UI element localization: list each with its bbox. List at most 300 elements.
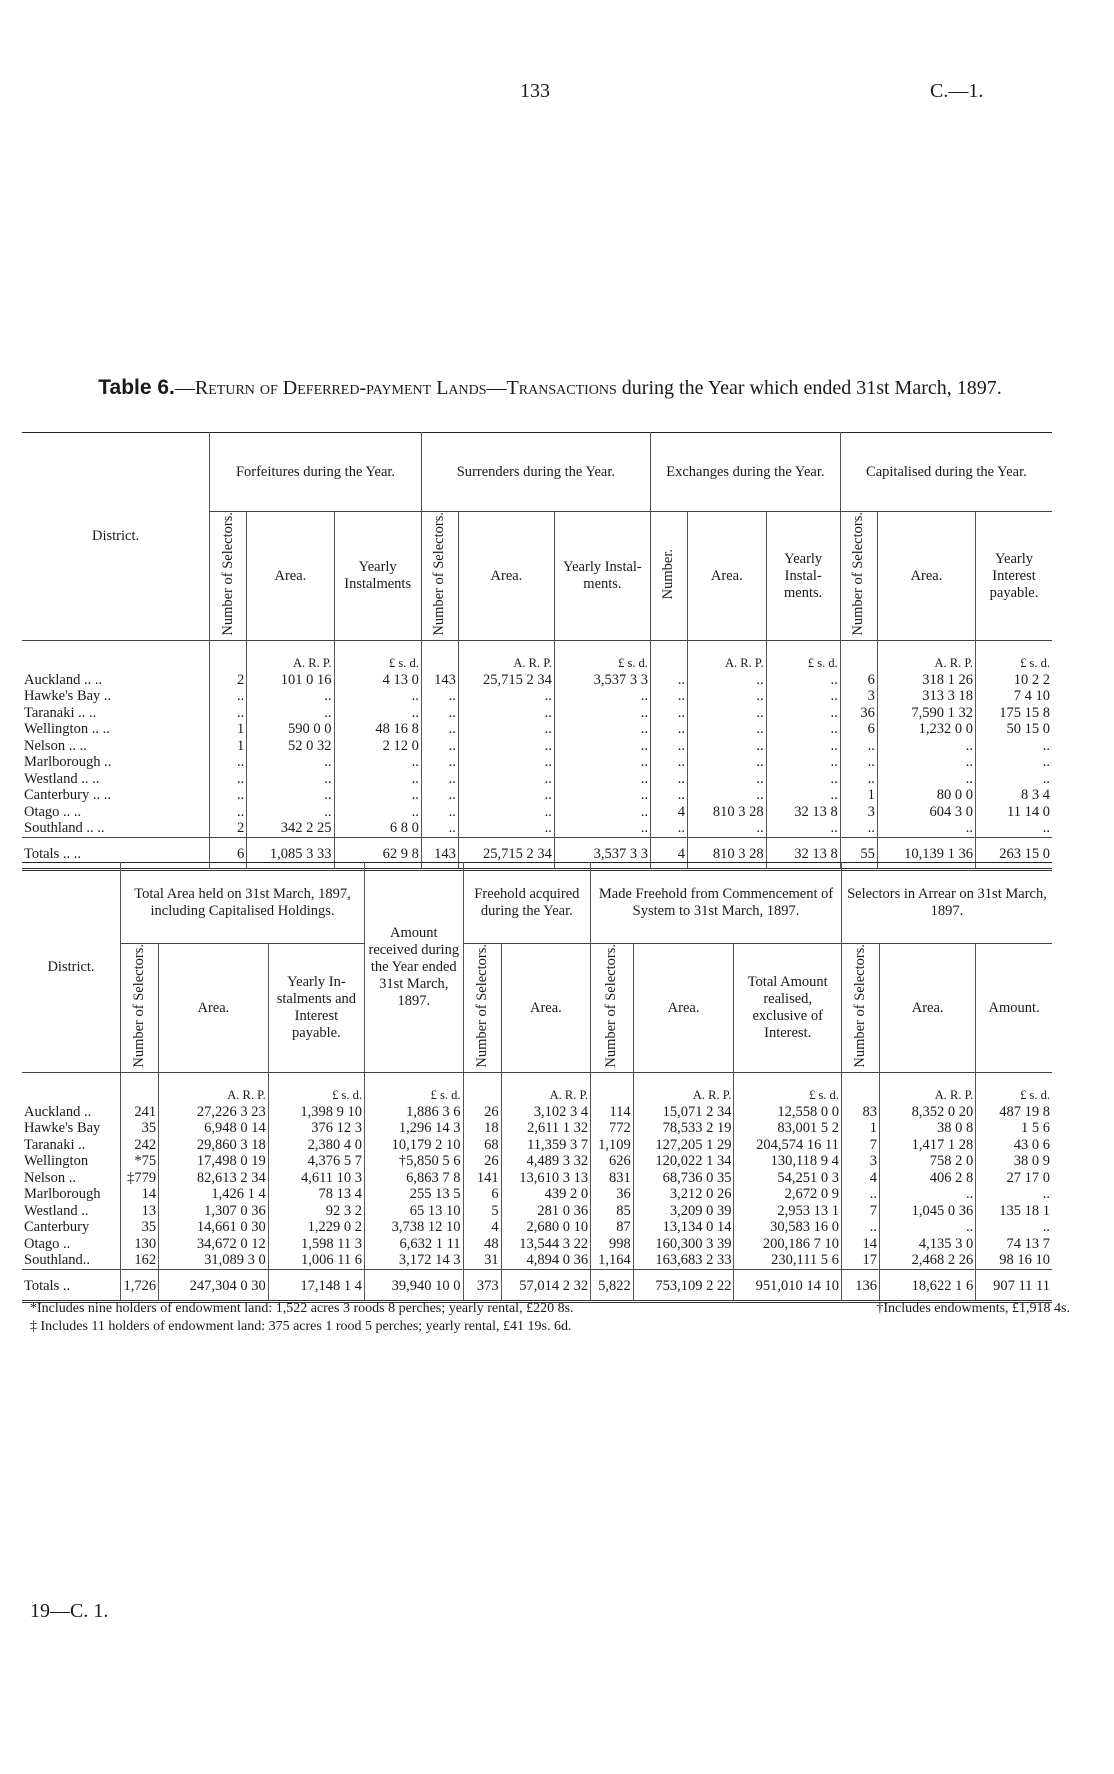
table-cell: 48 16 8 bbox=[334, 721, 421, 738]
table-cell: .. bbox=[458, 738, 554, 755]
district-cell: Otago .. .. bbox=[22, 804, 210, 821]
table-row bbox=[22, 771, 1052, 788]
table-cell: *75 bbox=[121, 1153, 159, 1170]
table-cell: 85 bbox=[591, 1203, 634, 1220]
table-cell: .. bbox=[1042, 1219, 1050, 1236]
table-cell: .. bbox=[334, 754, 421, 771]
table-cell: 35 bbox=[121, 1219, 159, 1236]
table-cell: ‡779 bbox=[121, 1170, 159, 1187]
table-title bbox=[40, 375, 1060, 401]
table-cell: .. bbox=[458, 721, 554, 738]
district-cell: Southland.. bbox=[22, 1252, 121, 1269]
table-cell: 27,226 3 23 bbox=[159, 1104, 269, 1121]
table-cell: 241 bbox=[121, 1104, 159, 1121]
district-cell: Southland .. .. bbox=[22, 820, 210, 837]
table-cell: 3 bbox=[840, 804, 877, 821]
table-cell: .. bbox=[688, 787, 767, 804]
table-cell: 80 0 0 bbox=[877, 787, 975, 804]
district-cell: Hawke's Bay bbox=[22, 1120, 121, 1137]
table-cell: 1,417 1 28 bbox=[880, 1137, 976, 1154]
table-cell: 160,300 3 39 bbox=[633, 1236, 734, 1253]
table-row bbox=[22, 1137, 1052, 1154]
unit-money: £ s. d. bbox=[554, 641, 650, 672]
table-row bbox=[22, 672, 1052, 689]
table-cell: 2 12 0 bbox=[334, 738, 421, 755]
table-cell: 281 0 36 bbox=[501, 1203, 591, 1220]
table-cell: 82,613 2 34 bbox=[159, 1170, 269, 1187]
table-cell: 373 bbox=[463, 1269, 501, 1302]
table-cell: 7 bbox=[841, 1203, 879, 1220]
unit-money: £ s. d. bbox=[766, 641, 840, 672]
table-cell: 318 1 26 bbox=[877, 672, 975, 689]
table-cell: 758 2 0 bbox=[880, 1153, 976, 1170]
table-cell: 907 11 11 bbox=[993, 1277, 1050, 1294]
table-cell: 7 4 10 bbox=[1013, 688, 1050, 705]
table-cell: 29,860 3 18 bbox=[159, 1137, 269, 1154]
table-cell: 74 13 7 bbox=[1006, 1235, 1050, 1252]
table-cell: 1,164 bbox=[591, 1252, 634, 1269]
table-cell: .. bbox=[554, 738, 650, 755]
district-cell: Auckland .. .. bbox=[22, 672, 210, 689]
district-cell: Westland .. .. bbox=[22, 771, 210, 788]
district-cell: Wellington .. .. bbox=[22, 721, 210, 738]
table-cell: 3,537 3 3 bbox=[554, 672, 650, 689]
table-row bbox=[22, 1252, 1052, 1269]
unit-area: A. R. P. bbox=[880, 1073, 976, 1104]
table-cell: 3,209 0 39 bbox=[633, 1203, 734, 1220]
footnote-line-1 bbox=[30, 1300, 1070, 1317]
table-cell: 34,672 0 12 bbox=[159, 1236, 269, 1253]
table-cell: 127,205 1 29 bbox=[633, 1137, 734, 1154]
table-cell: .. bbox=[458, 754, 554, 771]
table-cell: 2,672 0 9 bbox=[734, 1186, 842, 1203]
col-header-yearly-instalments: Yearly Instal-ments. bbox=[766, 512, 840, 641]
table-cell: .. bbox=[334, 787, 421, 804]
table-cell: 4 bbox=[463, 1219, 501, 1236]
table-cell: 2,611 1 32 bbox=[501, 1120, 591, 1137]
group-header-selectors-in-arrear: Selectors in Arrear on 31st March, 1897. bbox=[841, 863, 1052, 944]
table-cell: .. bbox=[840, 771, 877, 788]
table-cell: 4,611 10 3 bbox=[268, 1170, 364, 1187]
table-cell: .. bbox=[247, 771, 334, 788]
table-cell: .. bbox=[650, 754, 687, 771]
table-cell: .. bbox=[334, 688, 421, 705]
table-cell: 141 bbox=[463, 1170, 501, 1187]
table-row bbox=[22, 1170, 1052, 1187]
table-cell: 25,715 2 34 bbox=[458, 837, 554, 870]
table-cell: 263 15 0 bbox=[999, 845, 1050, 862]
table-cell: 951,010 14 10 bbox=[734, 1269, 842, 1302]
table-cell: 7,590 1 32 bbox=[877, 705, 975, 722]
table-cell: 13,544 3 22 bbox=[501, 1236, 591, 1253]
footnote-star: *Includes nine holders of endowment land: 1,522 acres 3 roods 8 perches; yearly rental, £220 8s. bbox=[30, 1301, 574, 1316]
table-cell: 1,085 3 33 bbox=[247, 837, 334, 870]
table-cell: 13,134 0 14 bbox=[633, 1219, 734, 1236]
table1-body bbox=[22, 672, 1052, 838]
table-cell: 68,736 0 35 bbox=[633, 1170, 734, 1187]
table-cell: .. bbox=[880, 1219, 976, 1236]
table-cell: .. bbox=[766, 721, 840, 738]
table-cell: .. bbox=[421, 754, 458, 771]
table-cell: .. bbox=[554, 721, 650, 738]
table-cell: 242 bbox=[121, 1137, 159, 1154]
table-cell: .. bbox=[650, 672, 687, 689]
table-cell: .. bbox=[688, 721, 767, 738]
table-cell: 376 12 3 bbox=[268, 1120, 364, 1137]
table-row bbox=[22, 1236, 1052, 1253]
table-cell: 753,109 2 22 bbox=[633, 1269, 734, 1302]
table-cell: .. bbox=[1042, 737, 1050, 754]
district-cell: Auckland .. bbox=[22, 1104, 121, 1121]
unit-money: £ s. d. bbox=[334, 641, 421, 672]
table-cell: 3,172 14 3 bbox=[365, 1252, 464, 1269]
table-cell: 31 bbox=[463, 1252, 501, 1269]
table-cell: 38 0 9 bbox=[1013, 1153, 1050, 1170]
col-header-amount: Amount. bbox=[988, 999, 1040, 1016]
table-cell: 13 bbox=[121, 1203, 159, 1220]
district-cell: Westland .. bbox=[22, 1203, 121, 1220]
table-cell: .. bbox=[554, 771, 650, 788]
table-cell: 4 bbox=[650, 837, 687, 870]
table-cell: .. bbox=[650, 771, 687, 788]
table-cell: .. bbox=[334, 804, 421, 821]
table-cell: 1 5 6 bbox=[1021, 1120, 1050, 1137]
table-row bbox=[22, 1153, 1052, 1170]
table-cell: 68 bbox=[463, 1137, 501, 1154]
col-header-area: Area. bbox=[688, 512, 767, 641]
table-cell: .. bbox=[841, 1186, 879, 1203]
col-header-total-amount: Total Amount realised, exclusive of Interest. bbox=[734, 944, 842, 1073]
col-header-selectors bbox=[591, 944, 634, 1073]
group-header-made-freehold: Made Freehold from Commencement of System to 31st March, 1897. bbox=[591, 863, 842, 944]
table-cell: 1,109 bbox=[591, 1137, 634, 1154]
table-row bbox=[22, 754, 1052, 771]
col-header-number-text: Number. bbox=[660, 548, 677, 599]
table-cell: .. bbox=[840, 754, 877, 771]
col-header-yearly-instalments: Yearly Instalments bbox=[334, 512, 421, 641]
table-cell: 6,632 1 11 bbox=[365, 1236, 464, 1253]
table-cell: 26 bbox=[463, 1153, 501, 1170]
table-cell: 1,229 0 2 bbox=[268, 1219, 364, 1236]
col-header-yearly-interest: Yearly Interest payable. bbox=[989, 550, 1039, 601]
table-cell: .. bbox=[650, 705, 687, 722]
table-cell: 14 bbox=[121, 1186, 159, 1203]
table-cell: .. bbox=[650, 787, 687, 804]
table-cell: .. bbox=[766, 820, 840, 837]
table-cell: 3,738 12 10 bbox=[365, 1219, 464, 1236]
table-row bbox=[22, 721, 1052, 738]
table-cell: 604 3 0 bbox=[877, 804, 975, 821]
table-cell: 772 bbox=[591, 1120, 634, 1137]
table-cell: .. bbox=[421, 721, 458, 738]
table-cell: 25,715 2 34 bbox=[458, 672, 554, 689]
table-row bbox=[22, 738, 1052, 755]
col-header-yearly-payable: Yearly In-stalments and Interest payable. bbox=[268, 944, 364, 1073]
table-cell: 3,212 0 26 bbox=[633, 1186, 734, 1203]
table-row bbox=[22, 1104, 1052, 1121]
col-header-selectors bbox=[210, 512, 247, 641]
unit-area: A. R. P. bbox=[458, 641, 554, 672]
table-cell: .. bbox=[210, 705, 247, 722]
table-cell: 38 0 8 bbox=[880, 1120, 976, 1137]
unit-money: £ s. d. bbox=[365, 1073, 464, 1104]
table-cell: 4 bbox=[650, 804, 687, 821]
table-cell: .. bbox=[688, 738, 767, 755]
table-row bbox=[22, 820, 1052, 837]
table-cell: 4 13 0 bbox=[334, 672, 421, 689]
table-title-lead: Table 6. bbox=[98, 376, 175, 399]
unit-money: £ s. d. bbox=[1020, 1088, 1050, 1103]
table-cell: .. bbox=[688, 672, 767, 689]
table-cell: 36 bbox=[591, 1186, 634, 1203]
table-cell: 31,089 3 0 bbox=[159, 1252, 269, 1269]
table-cell: 175 15 8 bbox=[999, 704, 1050, 721]
table-cell: .. bbox=[458, 688, 554, 705]
table-cell: 2,953 13 1 bbox=[734, 1203, 842, 1220]
table-cell: .. bbox=[766, 688, 840, 705]
table-cell: .. bbox=[210, 754, 247, 771]
table-cell: 27 17 0 bbox=[1006, 1169, 1050, 1186]
table-cell: 7 bbox=[841, 1137, 879, 1154]
unit-area: A. R. P. bbox=[501, 1073, 591, 1104]
table-cell: 2,468 2 26 bbox=[880, 1252, 976, 1269]
table-cell: 1,232 0 0 bbox=[877, 721, 975, 738]
table-cell: 163,683 2 33 bbox=[633, 1252, 734, 1269]
table-cell: .. bbox=[458, 820, 554, 837]
table-cell: .. bbox=[880, 1186, 976, 1203]
table-row bbox=[22, 1219, 1052, 1236]
group-header-capitalised: Capitalised during the Year. bbox=[840, 433, 1052, 512]
col-header-selectors bbox=[840, 512, 877, 641]
unit-money: £ s. d. bbox=[734, 1073, 842, 1104]
table-cell: 10 2 2 bbox=[1013, 671, 1050, 688]
table-cell: 83 bbox=[841, 1104, 879, 1121]
table-cell: .. bbox=[334, 771, 421, 788]
table-cell: .. bbox=[458, 705, 554, 722]
col-header-area: Area. bbox=[877, 512, 975, 641]
table-cell: 10,139 1 36 bbox=[877, 837, 975, 870]
table-cell: .. bbox=[421, 738, 458, 755]
col-header-yearly-instalments: Yearly Instal-ments. bbox=[554, 512, 650, 641]
table-cell: 2,680 0 10 bbox=[501, 1219, 591, 1236]
table-cell: 2 bbox=[210, 820, 247, 837]
table-cell: .. bbox=[688, 754, 767, 771]
table-cell: .. bbox=[458, 804, 554, 821]
table-cell: .. bbox=[688, 771, 767, 788]
table-cell: .. bbox=[554, 705, 650, 722]
table-cell: 487 19 8 bbox=[999, 1103, 1050, 1120]
table-cell: .. bbox=[421, 771, 458, 788]
table-cell: .. bbox=[210, 771, 247, 788]
unit-money: £ s. d. bbox=[268, 1073, 364, 1104]
table-cell: 18,622 1 6 bbox=[880, 1269, 976, 1302]
table-cell: 78 13 4 bbox=[268, 1186, 364, 1203]
table-cell: 2,380 4 0 bbox=[268, 1137, 364, 1154]
title-dash: — bbox=[174, 377, 195, 399]
table-row bbox=[22, 787, 1052, 804]
units-row bbox=[22, 641, 1052, 672]
table-cell: 342 2 25 bbox=[247, 820, 334, 837]
unit-area: A. R. P. bbox=[688, 641, 767, 672]
table-cell: .. bbox=[554, 787, 650, 804]
table-cell: .. bbox=[688, 705, 767, 722]
table-cell: 6 bbox=[840, 721, 877, 738]
table-row bbox=[22, 804, 1052, 821]
col-header-area: Area. bbox=[458, 512, 554, 641]
table-cell: 247,304 0 30 bbox=[159, 1269, 269, 1302]
table-cell: 406 2 8 bbox=[880, 1170, 976, 1187]
table-cell: 8,352 0 20 bbox=[880, 1104, 976, 1121]
table-cell: 98 16 10 bbox=[999, 1252, 1050, 1269]
table-cell: .. bbox=[421, 787, 458, 804]
table-cell: .. bbox=[1042, 770, 1050, 787]
table-cell: 4 bbox=[841, 1170, 879, 1187]
unit-area: A. R. P. bbox=[633, 1073, 734, 1104]
table-cell: 65 13 10 bbox=[365, 1203, 464, 1220]
table-cell: 2 bbox=[210, 672, 247, 689]
group-header-surrenders: Surrenders during the Year. bbox=[421, 433, 650, 512]
table-cell: .. bbox=[554, 804, 650, 821]
col-header-area: Area. bbox=[633, 944, 734, 1073]
district-header: District. bbox=[22, 863, 121, 1073]
col-header-selectors-text: Number of Selectors. bbox=[219, 512, 236, 636]
table-cell: 1 bbox=[210, 738, 247, 755]
footnote-line-2: ‡ Includes 11 holders of endowment land: 375 acres 1 rood 5 perches; yearly rental, £41 19s. 6d. bbox=[30, 1319, 572, 1334]
table-cell: .. bbox=[1042, 754, 1050, 771]
table-cell: .. bbox=[650, 688, 687, 705]
col-header-area: Area. bbox=[880, 944, 976, 1073]
table-cell: 1,726 bbox=[121, 1269, 159, 1302]
group-header-total-area: Total Area held on 31st March, 1897, including Capitalised Holdings. bbox=[121, 863, 365, 944]
table-cell: 6 8 0 bbox=[334, 820, 421, 837]
table-cell: .. bbox=[554, 754, 650, 771]
table-cell: .. bbox=[554, 820, 650, 837]
table-cell: .. bbox=[247, 804, 334, 821]
printer-signature: 19—C. 1. bbox=[30, 1600, 109, 1622]
table-cell: .. bbox=[877, 820, 975, 837]
table-cell: 130,118 9 4 bbox=[734, 1153, 842, 1170]
table-cell: 810 3 28 bbox=[688, 804, 767, 821]
table-cell: .. bbox=[210, 688, 247, 705]
table-cell: 18 bbox=[463, 1120, 501, 1137]
table-cell: 17 bbox=[841, 1252, 879, 1269]
col-header-selectors-text: Number of Selectors. bbox=[431, 512, 448, 636]
district-header: District. bbox=[22, 433, 210, 641]
col-header-selectors bbox=[421, 512, 458, 641]
unit-area: A. R. P. bbox=[877, 641, 975, 672]
col-header-selectors-text: Number of Selectors. bbox=[851, 944, 868, 1068]
table-cell: .. bbox=[766, 787, 840, 804]
table-cell: 136 bbox=[841, 1269, 879, 1302]
district-cell: Totals .. .. bbox=[22, 837, 210, 870]
district-cell: Canterbury .. .. bbox=[22, 787, 210, 804]
district-cell: Marlborough .. bbox=[22, 754, 210, 771]
table-cell: 626 bbox=[591, 1153, 634, 1170]
table-cell: 32 13 8 bbox=[766, 837, 840, 870]
table-cell: 36 bbox=[840, 705, 877, 722]
units-row bbox=[22, 1073, 1052, 1104]
table-cell: 11,359 3 7 bbox=[501, 1137, 591, 1154]
table-cell: 6 bbox=[210, 837, 247, 870]
table-cell: 831 bbox=[591, 1170, 634, 1187]
table-cell: .. bbox=[247, 787, 334, 804]
table-cell: 13,610 3 13 bbox=[501, 1170, 591, 1187]
table-cell: 4,489 3 32 bbox=[501, 1153, 591, 1170]
table-cell: 4,894 0 36 bbox=[501, 1252, 591, 1269]
table-cell: 35 bbox=[121, 1120, 159, 1137]
table-cell: .. bbox=[421, 705, 458, 722]
col-header-selectors-text: Number of Selectors. bbox=[473, 944, 490, 1068]
table-row bbox=[22, 705, 1052, 722]
table-cell: .. bbox=[766, 672, 840, 689]
table-cell: 3,537 3 3 bbox=[554, 837, 650, 870]
table-cell: 87 bbox=[591, 1219, 634, 1236]
table-cell: 32 13 8 bbox=[766, 804, 840, 821]
table-cell: 1,296 14 3 bbox=[365, 1120, 464, 1137]
table-cell: 143 bbox=[421, 672, 458, 689]
table-cell: .. bbox=[1042, 820, 1050, 837]
table-cell: 1,426 1 4 bbox=[159, 1186, 269, 1203]
table-cell: 10,179 2 10 bbox=[365, 1137, 464, 1154]
table-cell: 14,661 0 30 bbox=[159, 1219, 269, 1236]
table-cell: 15,071 2 34 bbox=[633, 1104, 734, 1121]
group-header-freehold-acquired: Freehold acquired during the Year. bbox=[463, 863, 591, 944]
table-cell: 255 13 5 bbox=[365, 1186, 464, 1203]
table-cell: 230,111 5 6 bbox=[734, 1252, 842, 1269]
table-cell: 30,583 16 0 bbox=[734, 1219, 842, 1236]
table-cell: 3 bbox=[840, 688, 877, 705]
district-cell: Canterbury bbox=[22, 1219, 121, 1236]
table-cell: 1,006 11 6 bbox=[268, 1252, 364, 1269]
table-cell: .. bbox=[688, 820, 767, 837]
unit-area: A. R. P. bbox=[247, 641, 334, 672]
table-cell: 6 bbox=[840, 672, 877, 689]
table-cell: 5 bbox=[463, 1203, 501, 1220]
table-cell: 78,533 2 19 bbox=[633, 1120, 734, 1137]
table-cell: 48 bbox=[463, 1236, 501, 1253]
district-cell: Nelson .. bbox=[22, 1170, 121, 1187]
table-cell: 83,001 5 2 bbox=[734, 1120, 842, 1137]
table-cell: .. bbox=[247, 754, 334, 771]
col-header-area: Area. bbox=[501, 944, 591, 1073]
table-cell: 17,148 1 4 bbox=[268, 1269, 364, 1302]
table-cell: 6 bbox=[463, 1186, 501, 1203]
table-cell: .. bbox=[421, 820, 458, 837]
group-header-amount-received: Amount received during the Year ended 31st March, 1897. bbox=[365, 863, 464, 1073]
table-cell: .. bbox=[554, 688, 650, 705]
table2-body bbox=[22, 1104, 1052, 1270]
table-cell: .. bbox=[247, 688, 334, 705]
table-cell: .. bbox=[210, 787, 247, 804]
table-cell: 8 3 4 bbox=[1021, 787, 1050, 804]
table-cell: 998 bbox=[591, 1236, 634, 1253]
table-cell: 50 15 0 bbox=[1006, 721, 1050, 738]
page-number: 133 bbox=[520, 80, 550, 102]
table-cell: 57,014 2 32 bbox=[501, 1269, 591, 1302]
district-cell: Hawke's Bay .. bbox=[22, 688, 210, 705]
table-cell: .. bbox=[247, 705, 334, 722]
table-cell: 26 bbox=[463, 1104, 501, 1121]
table-cell: .. bbox=[210, 804, 247, 821]
table-cell: 1,045 0 36 bbox=[880, 1203, 976, 1220]
document-reference: C.—1. bbox=[930, 80, 984, 102]
table-cell: 101 0 16 bbox=[247, 672, 334, 689]
table-cell: .. bbox=[458, 771, 554, 788]
table-cell: .. bbox=[840, 738, 877, 755]
table-cell: .. bbox=[877, 754, 975, 771]
table-cell: 1 bbox=[840, 787, 877, 804]
table-cell: .. bbox=[766, 738, 840, 755]
